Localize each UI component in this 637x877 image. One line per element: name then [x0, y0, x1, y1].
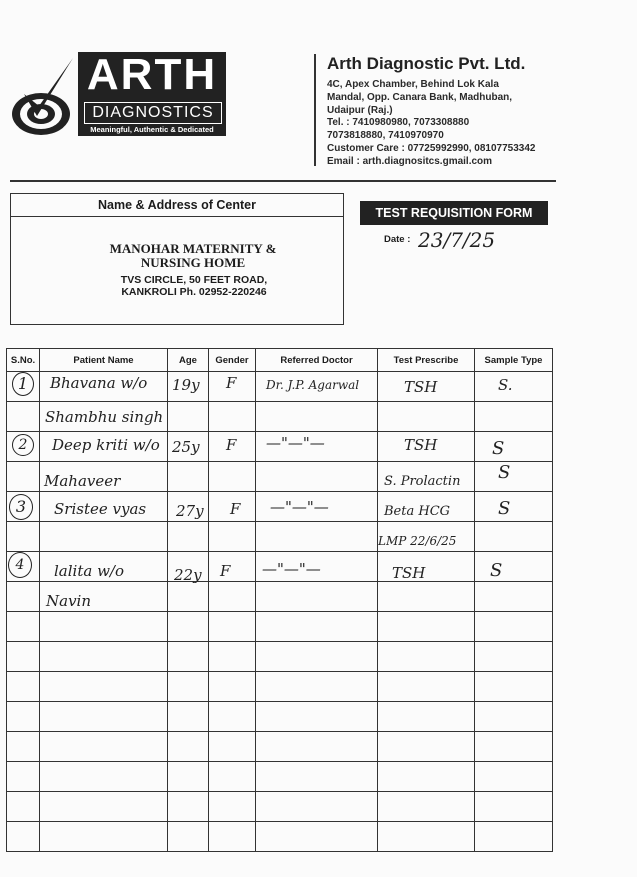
table-cell[interactable]: [378, 402, 475, 432]
table-cell[interactable]: [378, 642, 475, 672]
table-cell[interactable]: [209, 522, 256, 552]
table-cell[interactable]: [475, 822, 553, 852]
table-cell[interactable]: [168, 732, 209, 762]
center-box: [10, 193, 344, 325]
patient-name-cell[interactable]: Mahaveer: [44, 472, 121, 490]
table-cell[interactable]: [475, 792, 553, 822]
center-address: [99, 274, 289, 298]
table-cell[interactable]: [256, 522, 378, 552]
table-cell[interactable]: [209, 672, 256, 702]
col-test-prescribe: Test Prescribe: [378, 349, 475, 372]
logo-tagline: Meaningful, Authentic & Dedicated: [90, 125, 214, 134]
gender-cell[interactable]: F: [230, 500, 241, 518]
header-divider: [314, 54, 316, 166]
table-cell[interactable]: [475, 522, 553, 552]
table-cell[interactable]: [40, 612, 168, 642]
table-cell[interactable]: [7, 732, 40, 762]
table-cell[interactable]: [7, 612, 40, 642]
age-cell[interactable]: 22y: [174, 566, 202, 584]
col-patient-name: Patient Name: [40, 349, 168, 372]
patient-name-cell[interactable]: Sristee vyas: [54, 500, 147, 518]
sample-cell[interactable]: S: [498, 462, 511, 483]
address-line: Customer Care : 07725992990, 08107753342: [327, 142, 536, 154]
address-line: Tel. : 7410980980, 7073308880: [327, 117, 470, 129]
patient-name-cell[interactable]: Navin: [46, 592, 91, 610]
table-cell[interactable]: [475, 642, 553, 672]
table-cell[interactable]: [256, 762, 378, 792]
table-cell[interactable]: [40, 732, 168, 762]
gender-cell[interactable]: F: [226, 436, 237, 454]
header-rule: [10, 180, 556, 182]
date-label: Date :: [384, 234, 411, 245]
table-cell[interactable]: [209, 702, 256, 732]
doctor-cell[interactable]: —"—"—: [270, 498, 329, 516]
form-title: TEST REQUISITION FORM: [360, 201, 548, 225]
sample-cell[interactable]: S: [498, 498, 511, 519]
table-cell[interactable]: [40, 642, 168, 672]
company-address: [327, 79, 567, 169]
col-age: Age: [168, 349, 209, 372]
table-cell[interactable]: [256, 582, 378, 612]
logo-target-icon: [10, 58, 76, 138]
gender-cell[interactable]: F: [220, 562, 231, 580]
table-cell[interactable]: [40, 702, 168, 732]
table-cell[interactable]: [209, 402, 256, 432]
sno-cell[interactable]: 4: [8, 552, 32, 578]
table-cell[interactable]: [7, 462, 40, 492]
table-cell[interactable]: [168, 702, 209, 732]
table-cell[interactable]: [475, 672, 553, 702]
table-cell[interactable]: [256, 732, 378, 762]
table-cell[interactable]: [7, 822, 40, 852]
doctor-cell[interactable]: —"—"—: [262, 560, 321, 578]
table-cell[interactable]: [378, 732, 475, 762]
doctor-cell[interactable]: Dr. J.P. Agarwal: [266, 378, 360, 392]
table-cell[interactable]: [209, 462, 256, 492]
age-cell[interactable]: 27y: [176, 502, 204, 520]
table-cell[interactable]: [40, 762, 168, 792]
table-cell[interactable]: [378, 792, 475, 822]
age-cell[interactable]: 19y: [172, 376, 200, 394]
table-row: [7, 792, 553, 822]
table-cell[interactable]: [168, 612, 209, 642]
table-cell[interactable]: [475, 612, 553, 642]
table-cell[interactable]: [256, 672, 378, 702]
table-cell[interactable]: [475, 492, 553, 522]
patient-name-cell[interactable]: lalita w/o: [54, 562, 124, 580]
table-cell[interactable]: [475, 372, 553, 402]
table-cell[interactable]: [378, 822, 475, 852]
table-cell[interactable]: [40, 672, 168, 702]
test-cell[interactable]: Beta HCG: [384, 504, 451, 519]
table-cell[interactable]: [475, 582, 553, 612]
table-cell[interactable]: [475, 402, 553, 432]
table-cell[interactable]: [168, 522, 209, 552]
logo-sub: DIAGNOSTICS: [84, 102, 222, 124]
table-cell[interactable]: [475, 462, 553, 492]
table-cell[interactable]: [40, 792, 168, 822]
col-sno: S.No.: [7, 349, 40, 372]
table-cell[interactable]: [256, 612, 378, 642]
logo-word: ARTH: [86, 50, 218, 99]
table-cell[interactable]: [209, 732, 256, 762]
table-cell[interactable]: [378, 702, 475, 732]
sno-cell[interactable]: 1: [12, 372, 34, 396]
test-cell[interactable]: TSH: [392, 564, 426, 582]
table-cell[interactable]: [7, 582, 40, 612]
table-cell[interactable]: [378, 672, 475, 702]
sample-cell[interactable]: S: [492, 438, 505, 459]
table-cell[interactable]: [168, 792, 209, 822]
table-cell[interactable]: [378, 582, 475, 612]
sample-cell[interactable]: S.: [498, 376, 513, 394]
address-line: Email : arth.diagnositcs.gmail.com: [327, 155, 493, 167]
table-cell[interactable]: [209, 822, 256, 852]
table-row: [7, 642, 553, 672]
center-address-line: TVS CIRCLE, 50 FEET ROAD,: [120, 274, 268, 286]
center-name: [83, 242, 303, 270]
table-cell[interactable]: [256, 462, 378, 492]
table-cell[interactable]: [168, 672, 209, 702]
sno-cell[interactable]: 3: [9, 494, 33, 520]
col-referred-doctor: Referred Doctor: [256, 349, 378, 372]
col-sample-type: Sample Type: [475, 349, 553, 372]
patient-name-cell[interactable]: Bhavana w/o: [50, 374, 148, 392]
table-cell[interactable]: [7, 762, 40, 792]
table-cell[interactable]: [475, 762, 553, 792]
address-line: Mandal, Opp. Canara Bank, Madhuban,: [327, 91, 513, 103]
table-row: [7, 732, 553, 762]
gender-cell[interactable]: F: [226, 374, 237, 392]
address-line: 4C, Apex Chamber, Behind Lok Kala: [327, 79, 499, 90]
table-cell[interactable]: [7, 522, 40, 552]
table-cell[interactable]: [7, 702, 40, 732]
table-cell[interactable]: [168, 762, 209, 792]
table-cell[interactable]: [256, 702, 378, 732]
date-value[interactable]: 23/7/25: [418, 228, 496, 252]
table-row: [7, 672, 553, 702]
table-cell[interactable]: [256, 822, 378, 852]
test-cell[interactable]: LMP 22/6/25: [378, 534, 457, 548]
table-row: [7, 612, 553, 642]
table-row: [7, 762, 553, 792]
table-cell[interactable]: [7, 792, 40, 822]
table-cell[interactable]: [7, 642, 40, 672]
test-cell[interactable]: S. Prolactin: [384, 474, 461, 489]
col-gender: Gender: [209, 349, 256, 372]
table-cell[interactable]: [209, 642, 256, 672]
table-cell[interactable]: [168, 642, 209, 672]
test-cell[interactable]: TSH: [404, 378, 438, 396]
table-cell[interactable]: [209, 612, 256, 642]
table-cell[interactable]: [475, 552, 553, 582]
table-cell[interactable]: [40, 822, 168, 852]
table-cell[interactable]: [475, 702, 553, 732]
address-line: Udaipur (Raj.): [327, 104, 393, 116]
table-cell[interactable]: [209, 552, 256, 582]
center-address-line: KANKROLI Ph. 02952-220246: [121, 286, 267, 298]
table-cell[interactable]: [168, 822, 209, 852]
table-row: [7, 522, 553, 552]
age-cell[interactable]: 25y: [172, 438, 200, 456]
table-cell[interactable]: [209, 582, 256, 612]
center-name-line: NURSING HOME: [140, 255, 246, 270]
table-row: [7, 822, 553, 852]
table-cell[interactable]: [378, 762, 475, 792]
table-cell[interactable]: [168, 462, 209, 492]
patient-name-cell[interactable]: Shambhu singh: [45, 408, 164, 426]
table-header-row: [7, 349, 553, 372]
table-row: [7, 702, 553, 732]
table-cell[interactable]: [256, 642, 378, 672]
patient-name-cell[interactable]: Deep kriti w/o: [52, 436, 160, 454]
table-cell[interactable]: [7, 402, 40, 432]
table-cell[interactable]: [475, 732, 553, 762]
sno-cell[interactable]: 2: [12, 434, 34, 456]
table-cell[interactable]: [256, 402, 378, 432]
table-cell[interactable]: [7, 672, 40, 702]
address-line: 7073818880, 7410970970: [327, 130, 444, 142]
table-cell[interactable]: [168, 402, 209, 432]
doctor-cell[interactable]: —"—"—: [266, 434, 325, 452]
table-cell[interactable]: [168, 582, 209, 612]
center-heading: Name & Address of Center: [11, 194, 343, 217]
table-cell[interactable]: [378, 612, 475, 642]
test-cell[interactable]: TSH: [404, 436, 438, 454]
table-cell[interactable]: [209, 762, 256, 792]
table-cell[interactable]: [256, 792, 378, 822]
table-cell[interactable]: [209, 792, 256, 822]
logo: [78, 52, 226, 136]
table-cell[interactable]: [475, 432, 553, 462]
center-name-line: MANOHAR MATERNITY &: [109, 241, 277, 256]
sample-cell[interactable]: S: [490, 560, 503, 581]
company-name: Arth Diagnostic Pvt. Ltd.: [327, 54, 526, 73]
table-cell[interactable]: [40, 522, 168, 552]
